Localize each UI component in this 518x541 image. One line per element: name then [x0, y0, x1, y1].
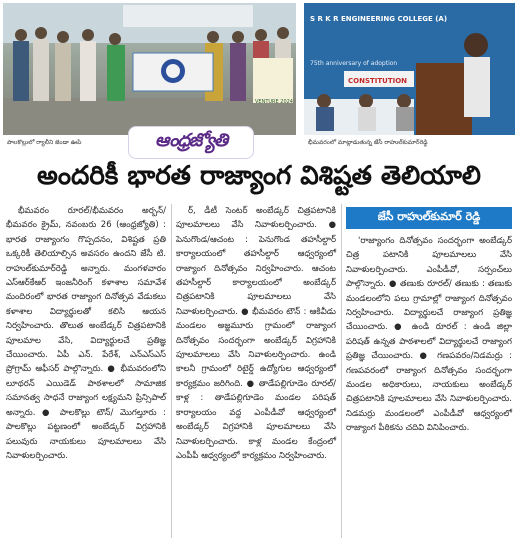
headline: అందరికీ భారత రాజ్యాంగ విశిష్టత తెలియాలి	[37, 161, 481, 191]
event-photo-illustration	[304, 3, 515, 135]
column-divider	[341, 204, 342, 538]
anniversary-text: 75th anniversary of adoption	[310, 60, 398, 67]
left-photo-caption: పాలకొల్లులో ర్యాలీని జెండా ఊపి	[7, 139, 82, 146]
article-column-2	[176, 204, 336, 463]
photo-caption-strip	[3, 136, 515, 149]
article-column-1	[6, 204, 166, 463]
event-photo	[304, 3, 515, 135]
name-box: జేసీ రాహుల్‌కుమార్ రెడ్డి	[346, 207, 512, 229]
column-divider	[171, 204, 172, 538]
board-text: CONSTITUTION	[348, 77, 408, 85]
article-column-3	[346, 234, 512, 436]
right-photo-caption: భీమవరంలో మాట్లాడుతున్న జేసీ రాహుల్‌కుమార్‌రెడ్డి	[308, 139, 428, 146]
column-2-text: ర్‌, డీటీ సెంటర్‌ అంబేడ్కర్‌ చిత్రపటానికి పూలమాలలు వేసి నివాళులర్పించారు. ● పెనుగొండ/ఆచంట : పెనుగొండ తహసీల్దార్‌ కార్యాలయంలో తహసీల్దార్‌ ఆధ్వర్యంలో రాజ్యాంగ దినోత్సవం నిర్వహించారు. ఆచంట తహసీల్దార్‌ కార్యాలయంలో అంబేడ్కర్‌ చిత్రపటానికి పూలమాలలు వేసి నివాళులర్పించారు. ● భీమవరం టౌన్‌ : ఆకివీడు మండలం అజ్జమూరు గ్రామంలో రాజ్యాంగ దినోత్సవం సందర్భంగా అంబేడ్కర్‌ విగ్రహానికి పూలమాలలు వేసి నివాళులర్పించారు. ఉండి కాలనీ గ్రామంలో రిటైర్డ్‌ ఉద్యోగుల ఆధ్వర్యంలో కార్యక్రమం జరిగింది. ● తాడేపల్లిగూడెం రూరల్‌/ కాళ్ల : తాడేపల్లిగూడెం మండల పరిషత్‌ కార్యాలయం వద్ద ఎంపీడీవో ఆధ్వర్యంలో అంబేడ్కర్‌ విగ్రహానికి పూలమాలలు వేసి నివాళులర్పించారు. కాళ్ల మండల కేంద్రంలో ఎంపీపీ ఆధ్వర్యంలో కార్యక్రమం నిర్వహించారు.	[176, 206, 336, 461]
rally-photo	[3, 3, 296, 135]
sign-text: VENTURE 2024	[255, 99, 293, 105]
logo-text: ఆంధ్రజ్యోతి	[154, 130, 228, 151]
rally-photo-illustration	[3, 3, 296, 135]
college-name: S R K R ENGINEERING COLLEGE (A)	[310, 15, 448, 23]
column-3-text: 'రాజ్యాంగం దినోత్సవం సందర్భంగా అంబేడ్కర్‌ చిత్ర పటానికి పూలమాలలు వేసి నివాళులర్పించారు. ఎంపీడీవో, సర్పంచ్‌లు పాల్గొన్నారు. ● తణుకు రూరల్‌/ తణుకు : తణుకు మండలంలోని పలు గ్రామాల్లో రాజ్యాంగ దినోత్సవం నిర్వహించారు. విద్యార్థులచే రాజ్యాంగ ప్రతిజ్ఞ చేయించారు. ● ఉండి రూరల్‌ : ఉండి జిల్లా పరిషత్‌ ఉన్నత పాఠశాలలో విద్యార్థులచే రాజ్యాంగ ప్రతిజ్ఞ చేయించారు. ● గణపవరం/నిడమర్రు : గణపవరంలో రాజ్యాంగ దినోత్సవం సందర్భంగా మండల అధికారులు, నాయకులు అంబేడ్కర్‌ చిత్రపటానికి పూలమాలలు వేసి నివాళులర్పించారు. నిడమర్రు మండలంలో ఎంపీడీవో ఆధ్వర్యంలో రాజ్యాంగ పీఠికను చదివి వినిపించారు.	[346, 236, 512, 434]
column-1-text: భీమవరం రూరల్‌/భీమవరం అర్బన్‌/ భీమవరం క్రైమ్‌, నవంబరు 26 (ఆంధ్రజ్యోతి) : భారత రాజ్యాంగం గొప్పదనం, విశిష్టత ప్రతి ఒక్కరికీ తెలియాల్సిన అవసరం ఉందని జేసీ టి. రాహుల్‌కుమార్‌రెడ్డి అన్నారు. మంగళవారం ఎస్‌ఆర్‌కేఆర్‌ ఇంజనీరింగ్‌ కళాశాల సమావేశ మందిరంలో భారత రాజ్యాంగ దినోత్సవ వేడుకలు కళాశాల విద్యార్థులతో కలిసి ఆయన నిర్వహించారు. తొలుత అంబేడ్కర్‌ చిత్రపటానికి పూలమాల వేసి, విద్యార్థులచే ప్రతిజ్ఞ చేయించారు. ఏపీ ఎన్‌. పేరేశ్‌, ఎన్‌ఎస్‌ఎస్‌ ప్రోగ్రామ్‌ ఆఫీసర్‌ పాల్గొన్నారు. ● భీమవరంలోని లూథరన్‌ ఎయిడెడ్‌ పాఠశాలలో సామాజిక సమానత్వ సాధనే రాజ్యాంగ లక్ష్యమని ప్రిన్సిపాల్‌ అన్నారు. ● పాలకొల్లు టౌన్‌/ మొగల్తూరు : పాలకొల్లు పట్టణంలో అంబేడ్కర్‌ విగ్రహానికి పలువురు నాయకులు పూలమాలలు వేసి నివాళులర్పించారు.	[6, 206, 166, 461]
newspaper-logo	[128, 126, 254, 159]
